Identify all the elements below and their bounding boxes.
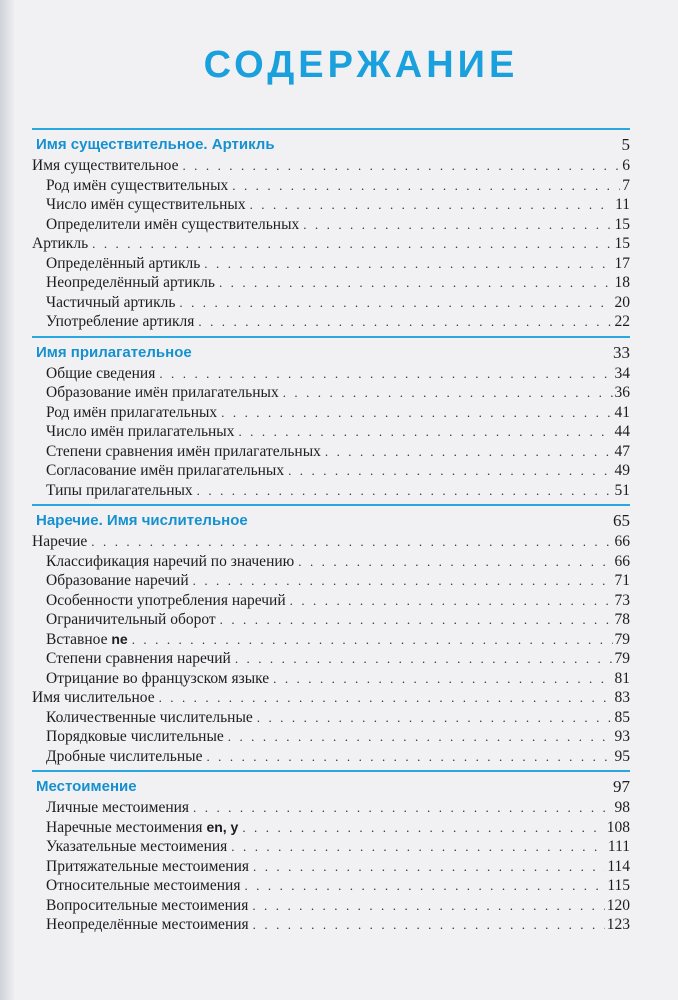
dot-leader bbox=[253, 857, 605, 877]
dot-leader bbox=[250, 195, 613, 215]
dot-leader bbox=[242, 818, 604, 838]
entry-page-number: 66 bbox=[614, 533, 630, 550]
toc-entry[interactable] bbox=[32, 688, 630, 708]
toc-entry[interactable] bbox=[32, 896, 630, 916]
entry-label-text: Число имён прилагательных bbox=[46, 423, 235, 440]
entry-label bbox=[46, 818, 238, 838]
entry-page-number: 83 bbox=[614, 689, 630, 706]
entry-page-number: 108 bbox=[606, 818, 630, 836]
entry-label bbox=[46, 708, 253, 728]
toc-entry[interactable] bbox=[32, 195, 630, 215]
toc-entry[interactable] bbox=[32, 727, 630, 747]
entry-page-number: 71 bbox=[614, 572, 630, 589]
toc-entry[interactable] bbox=[32, 422, 630, 442]
toc-entry[interactable] bbox=[32, 591, 630, 611]
dot-leader bbox=[219, 273, 613, 293]
dot-leader bbox=[252, 896, 604, 916]
entry-label bbox=[46, 215, 299, 235]
section-heading[interactable] bbox=[32, 128, 630, 156]
dot-leader bbox=[238, 422, 612, 442]
entry-label bbox=[46, 403, 217, 423]
entry-page-number: 11 bbox=[615, 196, 630, 213]
toc-entry[interactable] bbox=[32, 915, 630, 935]
toc-entry[interactable] bbox=[32, 552, 630, 572]
entry-page-number: 123 bbox=[606, 916, 630, 933]
entry-label bbox=[46, 312, 194, 332]
entry-page-number: 66 bbox=[614, 552, 630, 570]
entry-label bbox=[46, 461, 284, 481]
entry-page-number: 41 bbox=[614, 403, 630, 421]
dot-leader bbox=[221, 403, 612, 423]
dot-leader bbox=[159, 364, 612, 384]
toc-section bbox=[32, 128, 630, 332]
entry-label-text: Имя существительное bbox=[32, 157, 179, 174]
entry-page-number: 22 bbox=[614, 313, 630, 330]
entry-page-number: 111 bbox=[607, 838, 630, 855]
entry-page-number: 95 bbox=[614, 747, 630, 765]
toc-entry[interactable] bbox=[32, 610, 630, 630]
dot-leader bbox=[235, 649, 613, 669]
entry-page-number: 78 bbox=[614, 611, 630, 628]
dot-leader bbox=[197, 481, 613, 501]
toc-entry[interactable] bbox=[32, 571, 630, 591]
entry-label bbox=[46, 896, 248, 916]
section-heading[interactable] bbox=[32, 770, 630, 798]
toc-entry[interactable] bbox=[32, 254, 630, 274]
entry-page-number: 98 bbox=[614, 799, 630, 816]
section-page-number: 97 bbox=[613, 777, 630, 796]
entry-label bbox=[46, 293, 175, 313]
entry-label bbox=[46, 176, 228, 196]
entry-label-text: Согласование имён прилагательных bbox=[46, 462, 285, 479]
entry-label bbox=[46, 630, 128, 650]
entry-page-number: 15 bbox=[614, 235, 630, 252]
toc-entry[interactable] bbox=[32, 176, 630, 196]
toc-entry[interactable] bbox=[32, 273, 630, 293]
entry-page-number: 44 bbox=[614, 423, 630, 440]
entry-label-text: Образование наречий bbox=[46, 572, 189, 589]
entry-label bbox=[46, 649, 231, 669]
section-title: Наречие. Имя числительное bbox=[36, 512, 248, 529]
entry-page-number: 93 bbox=[614, 728, 630, 745]
entry-page-number: 20 bbox=[614, 293, 630, 311]
entry-label-text: Общие сведения bbox=[46, 364, 156, 382]
entry-label-text: Род имён прилагательных bbox=[46, 403, 218, 421]
entry-page-number: 120 bbox=[606, 896, 630, 914]
toc-entry[interactable] bbox=[32, 532, 630, 552]
entry-label-text: Вставное bbox=[46, 630, 112, 648]
entry-label-text: Типы прилагательных bbox=[46, 481, 193, 499]
toc-section bbox=[32, 770, 630, 935]
entry-label bbox=[46, 747, 202, 767]
entry-label-text: Число имён существительных bbox=[46, 196, 246, 213]
toc-entry[interactable] bbox=[32, 403, 630, 423]
toc-entry[interactable] bbox=[32, 649, 630, 669]
entry-label bbox=[32, 234, 88, 254]
dot-leader bbox=[204, 254, 612, 274]
dot-leader bbox=[193, 798, 612, 818]
entry-label-text: Относительные местоимения bbox=[46, 877, 241, 894]
entry-label bbox=[46, 364, 155, 384]
dot-leader bbox=[231, 837, 606, 857]
section-heading[interactable] bbox=[32, 504, 630, 532]
toc-entry[interactable] bbox=[32, 442, 630, 462]
entry-label-text: Отрицание во французском языке bbox=[46, 669, 270, 687]
entry-page-number: 7 bbox=[622, 176, 630, 194]
dot-leader bbox=[228, 727, 613, 747]
toc-entry[interactable] bbox=[32, 818, 630, 838]
entry-label-text: Личные местоимения bbox=[46, 799, 190, 816]
entry-label bbox=[46, 669, 269, 689]
dot-leader bbox=[290, 591, 613, 611]
toc-entry[interactable] bbox=[32, 215, 630, 235]
toc-entry[interactable] bbox=[32, 364, 630, 384]
entry-label bbox=[46, 273, 215, 293]
entry-label bbox=[46, 876, 240, 896]
section-page-number: 33 bbox=[613, 342, 630, 362]
entry-label bbox=[46, 383, 279, 403]
entry-page-number: 36 bbox=[614, 384, 630, 401]
toc-section bbox=[32, 336, 630, 501]
entry-label bbox=[46, 422, 234, 442]
entry-page-number: 6 bbox=[622, 157, 630, 174]
entry-page-number: 73 bbox=[614, 591, 630, 609]
dot-leader bbox=[325, 442, 613, 462]
toc-entry[interactable] bbox=[32, 461, 630, 481]
section-title: Имя прилагательное bbox=[36, 343, 192, 361]
entry-page-number: 34 bbox=[614, 364, 630, 382]
toc-section bbox=[32, 504, 630, 766]
dot-leader bbox=[159, 688, 613, 708]
dot-leader bbox=[198, 312, 612, 332]
entry-label bbox=[46, 552, 294, 572]
entry-page-number: 81 bbox=[614, 669, 630, 687]
toc-entry[interactable] bbox=[32, 481, 630, 501]
entry-label-text: Артикль bbox=[32, 235, 89, 252]
entry-label bbox=[32, 156, 178, 176]
entry-label bbox=[46, 798, 189, 818]
dot-leader bbox=[288, 461, 612, 481]
toc-entry[interactable] bbox=[32, 156, 630, 176]
toc-entry[interactable] bbox=[32, 708, 630, 728]
page-title: СОДЕРЖАНИЕ bbox=[203, 44, 519, 86]
dot-leader bbox=[303, 215, 612, 235]
entry-label bbox=[46, 442, 321, 462]
entry-label-text: Определители имён существительных bbox=[46, 215, 300, 233]
toc-entry[interactable] bbox=[32, 837, 630, 857]
toc-entry[interactable] bbox=[32, 669, 630, 689]
entry-page-number: 15 bbox=[614, 215, 630, 233]
entry-label-text: Наречие bbox=[32, 533, 88, 550]
dot-leader bbox=[298, 552, 612, 572]
entry-label bbox=[46, 837, 227, 857]
dot-leader bbox=[92, 234, 612, 254]
book-page bbox=[26, 0, 646, 1000]
entry-label-text: Частичный артикль bbox=[46, 293, 176, 311]
section-title: Местоимение bbox=[36, 778, 137, 795]
dot-leader bbox=[273, 669, 612, 689]
entry-page-number: 85 bbox=[614, 708, 630, 726]
entry-label-text: Наречные местоимения bbox=[46, 818, 207, 836]
dot-leader bbox=[182, 156, 620, 176]
entry-label-text: Указательные местоимения bbox=[46, 838, 228, 855]
entry-page-number: 79 bbox=[614, 650, 630, 667]
dot-leader bbox=[244, 876, 605, 896]
section-page-number: 5 bbox=[621, 135, 630, 154]
entry-label bbox=[32, 688, 155, 708]
entry-page-number: 79 bbox=[614, 630, 630, 648]
dot-leader bbox=[232, 176, 620, 196]
entry-label-text: Вопросительные местоимения bbox=[46, 896, 249, 914]
entry-label-text: Род имён существительных bbox=[46, 176, 229, 194]
entry-label-text: Степени сравнения имён прилагательных bbox=[46, 442, 321, 460]
entry-label bbox=[46, 481, 193, 501]
entry-label-text: Ограничительный оборот bbox=[46, 611, 216, 628]
entry-label-text: Количественные числительные bbox=[46, 708, 253, 726]
entry-label-text: Неопределённые местоимения bbox=[46, 916, 249, 933]
entry-label bbox=[46, 195, 246, 215]
entry-label-text: Притяжательные местоимения bbox=[46, 857, 250, 875]
entry-page-number: 114 bbox=[607, 857, 630, 875]
entry-page-number: 51 bbox=[614, 481, 630, 499]
entry-page-number: 18 bbox=[614, 274, 630, 291]
toc-entry[interactable] bbox=[32, 630, 630, 650]
page-edge bbox=[0, 0, 14, 1000]
entry-label-text: Классификация наречий по значению bbox=[46, 552, 295, 570]
entry-label bbox=[32, 532, 87, 552]
entry-label-text: Образование имён прилагательных bbox=[46, 384, 279, 401]
entry-label-text: Неопределённый артикль bbox=[46, 274, 215, 291]
entry-label bbox=[46, 915, 249, 935]
section-title: Имя существительное. Артикль bbox=[36, 136, 275, 153]
table-of-contents bbox=[32, 124, 630, 938]
entry-label-bold: ne bbox=[111, 630, 128, 647]
entry-label bbox=[46, 857, 249, 877]
dot-leader bbox=[206, 747, 612, 767]
entry-label-text: Степени сравнения наречий bbox=[46, 650, 231, 667]
section-page-number: 65 bbox=[613, 511, 630, 530]
dot-leader bbox=[257, 708, 613, 728]
entry-label bbox=[46, 727, 224, 747]
dot-leader bbox=[283, 383, 613, 403]
toc-entry[interactable] bbox=[32, 383, 630, 403]
dot-leader bbox=[179, 293, 612, 313]
entry-page-number: 49 bbox=[614, 462, 630, 479]
entry-label-text: Употребление артикля bbox=[46, 313, 195, 330]
toc-entry[interactable] bbox=[32, 312, 630, 332]
toc-entry[interactable] bbox=[32, 293, 630, 313]
entry-label-text: Имя числительное bbox=[32, 689, 155, 706]
entry-label bbox=[46, 571, 189, 591]
entry-label bbox=[46, 591, 286, 611]
entry-label bbox=[46, 254, 200, 274]
section-heading[interactable] bbox=[32, 336, 630, 364]
entry-page-number: 115 bbox=[607, 877, 630, 894]
toc-entry[interactable] bbox=[32, 234, 630, 254]
entry-label-text: Дробные числительные bbox=[46, 747, 203, 765]
entry-page-number: 47 bbox=[614, 442, 630, 460]
dot-leader bbox=[193, 571, 613, 591]
entry-label-text: Определённый артикль bbox=[46, 254, 201, 272]
entry-label-text: Особенности употребления наречий bbox=[46, 591, 286, 609]
toc-entry[interactable] bbox=[32, 798, 630, 818]
toc-entry[interactable] bbox=[32, 857, 630, 877]
dot-leader bbox=[253, 915, 605, 935]
toc-entry[interactable] bbox=[32, 747, 630, 767]
entry-page-number: 17 bbox=[614, 254, 630, 272]
entry-label bbox=[46, 610, 216, 630]
entry-label-bold: en, y bbox=[206, 818, 239, 835]
dot-leader bbox=[132, 630, 613, 650]
entry-label-text: Порядковые числительные bbox=[46, 728, 224, 745]
dot-leader bbox=[220, 610, 613, 630]
dot-leader bbox=[91, 532, 612, 552]
toc-entry[interactable] bbox=[32, 876, 630, 896]
